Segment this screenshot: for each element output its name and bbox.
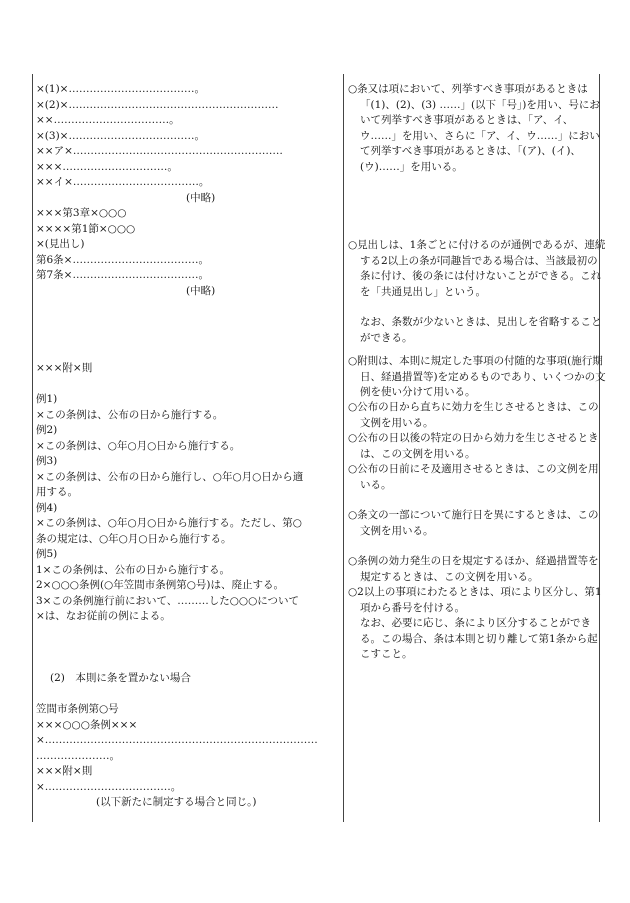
example-line: 例4): [36, 501, 58, 514]
supplement-title: ×××附×則: [36, 362, 93, 374]
example-line: ×この条例は、○年○月○日から施行する。ただし、第○: [36, 517, 302, 529]
note-paragraph: なお、必要に応じ、条により区分することができる。この場合、条は本則と切り離して第1条から起こすこと。: [360, 617, 598, 660]
left-column: [36, 82, 336, 811]
text-line: ××イ×………………………………。: [36, 176, 210, 188]
example-line: 例5): [36, 548, 58, 560]
note-paragraph: なお、条数が少ないときは、見出しを省略することができる。: [360, 316, 602, 344]
document-table: [32, 74, 606, 822]
note-paragraph: ○2以上の事項にわたるときは、項により区分し、第1項から番号を付ける。: [348, 586, 602, 614]
example-line: ×この条例は、公布の日から施行し、○年○月○日から適: [36, 470, 304, 483]
note-paragraph: ○条又は項において、列挙すべき事項があるときは「(1)、(2)、(3) ……」(以下「号」)を用い、号において列挙すべき事項があるときは、「ア、イ、ウ……」を用い、さらに「ア、イ、ウ……」において列挙すべき事項があるときは、「(ア)、(イ)、(ウ)……」を用いる。: [348, 83, 600, 173]
closing-note: (以下新たに制定する場合と同じ。): [96, 796, 257, 808]
example-line: ×この条例は、○年○月○日から施行する。: [36, 439, 241, 452]
omission-note: (中略): [186, 284, 216, 297]
text-line: ×××附×則: [36, 765, 93, 777]
example-line: 3×この条例施行前において、………した○○○について: [36, 594, 300, 607]
text-line: ×(3)×………………………………。: [36, 129, 205, 142]
text-line: ××……………………………。: [36, 114, 180, 126]
table-divider: [343, 74, 344, 822]
note-paragraph: ○公布の日から直ちに効力を生じさせるときは、この文例を用いる。: [348, 401, 599, 429]
text-line: ×××第3章×○○○: [36, 207, 127, 219]
example-line: 例3): [36, 455, 58, 467]
text-line: ××ア×……………………………………………………: [36, 145, 283, 157]
table-border-left: [32, 74, 33, 822]
text-line: ×(1)×………………………………。: [36, 83, 205, 95]
example-line: ×は、なお従前の例による。: [36, 610, 171, 622]
note-paragraph: ○附則は、本則に規定した事項の付随的な事項(施行期日、経過措置等)を定めるものであり、いくつかの文例を使い分けて用いる。: [348, 355, 606, 398]
text-line: ×××○○○条例×××: [36, 718, 138, 731]
example-line: 条の規定は、○年○月○日から施行する。: [36, 532, 232, 545]
example-line: 2×○○○条例(○年笠間市条例第○号)は、廃止する。: [36, 579, 284, 591]
omission-note: (中略): [186, 191, 216, 204]
text-line: ×………………………………。: [36, 780, 182, 793]
example-line: ×この条例は、公布の日から施行する。: [36, 408, 224, 421]
note-paragraph: ○公布の日前にそ及適用させるときは、この文例を用いる。: [348, 463, 599, 491]
example-line: 例2): [36, 424, 58, 436]
note-paragraph: ○公布の日以後の特定の日から効力を生じさせるときは、この文例を用いる。: [348, 432, 599, 460]
text-line: 第7条×………………………………。: [36, 269, 209, 281]
example-line: 例1): [36, 393, 58, 405]
text-line: ×(見出し): [36, 238, 85, 250]
note-paragraph: ○条文の一部について施行日を異にするときは、この文例を用いる。: [348, 509, 599, 537]
note-paragraph: ○条例の効力発生の日を規定するほか、経過措置等を規定するときは、この文例を用いる。: [348, 555, 599, 583]
text-line: 第6条×………………………………。: [36, 253, 209, 266]
example-line: 用する。: [36, 486, 78, 498]
text-line: ×××…………………………。: [36, 160, 178, 173]
text-line: ×(2)×……………………………………………………: [36, 98, 279, 111]
text-line: ×……………………………………………………………………: [36, 734, 318, 746]
section-heading: (2) 本則に条を置かない場合: [50, 672, 191, 684]
text-line: ××××第1節×○○○: [36, 222, 136, 235]
text-line: 笠間市条例第○号: [36, 703, 119, 715]
example-line: 1×この条例は、公布の日から施行する。: [36, 563, 230, 576]
text-line: …………………。: [36, 749, 120, 762]
note-paragraph: ○見出しは、1条ごとに付けるのが通例であるが、連続する2以上の条が同趣旨である場合は、当該最初の条に付け、後の条には付けないことができる。これを「共通見出し」という。: [348, 239, 606, 298]
